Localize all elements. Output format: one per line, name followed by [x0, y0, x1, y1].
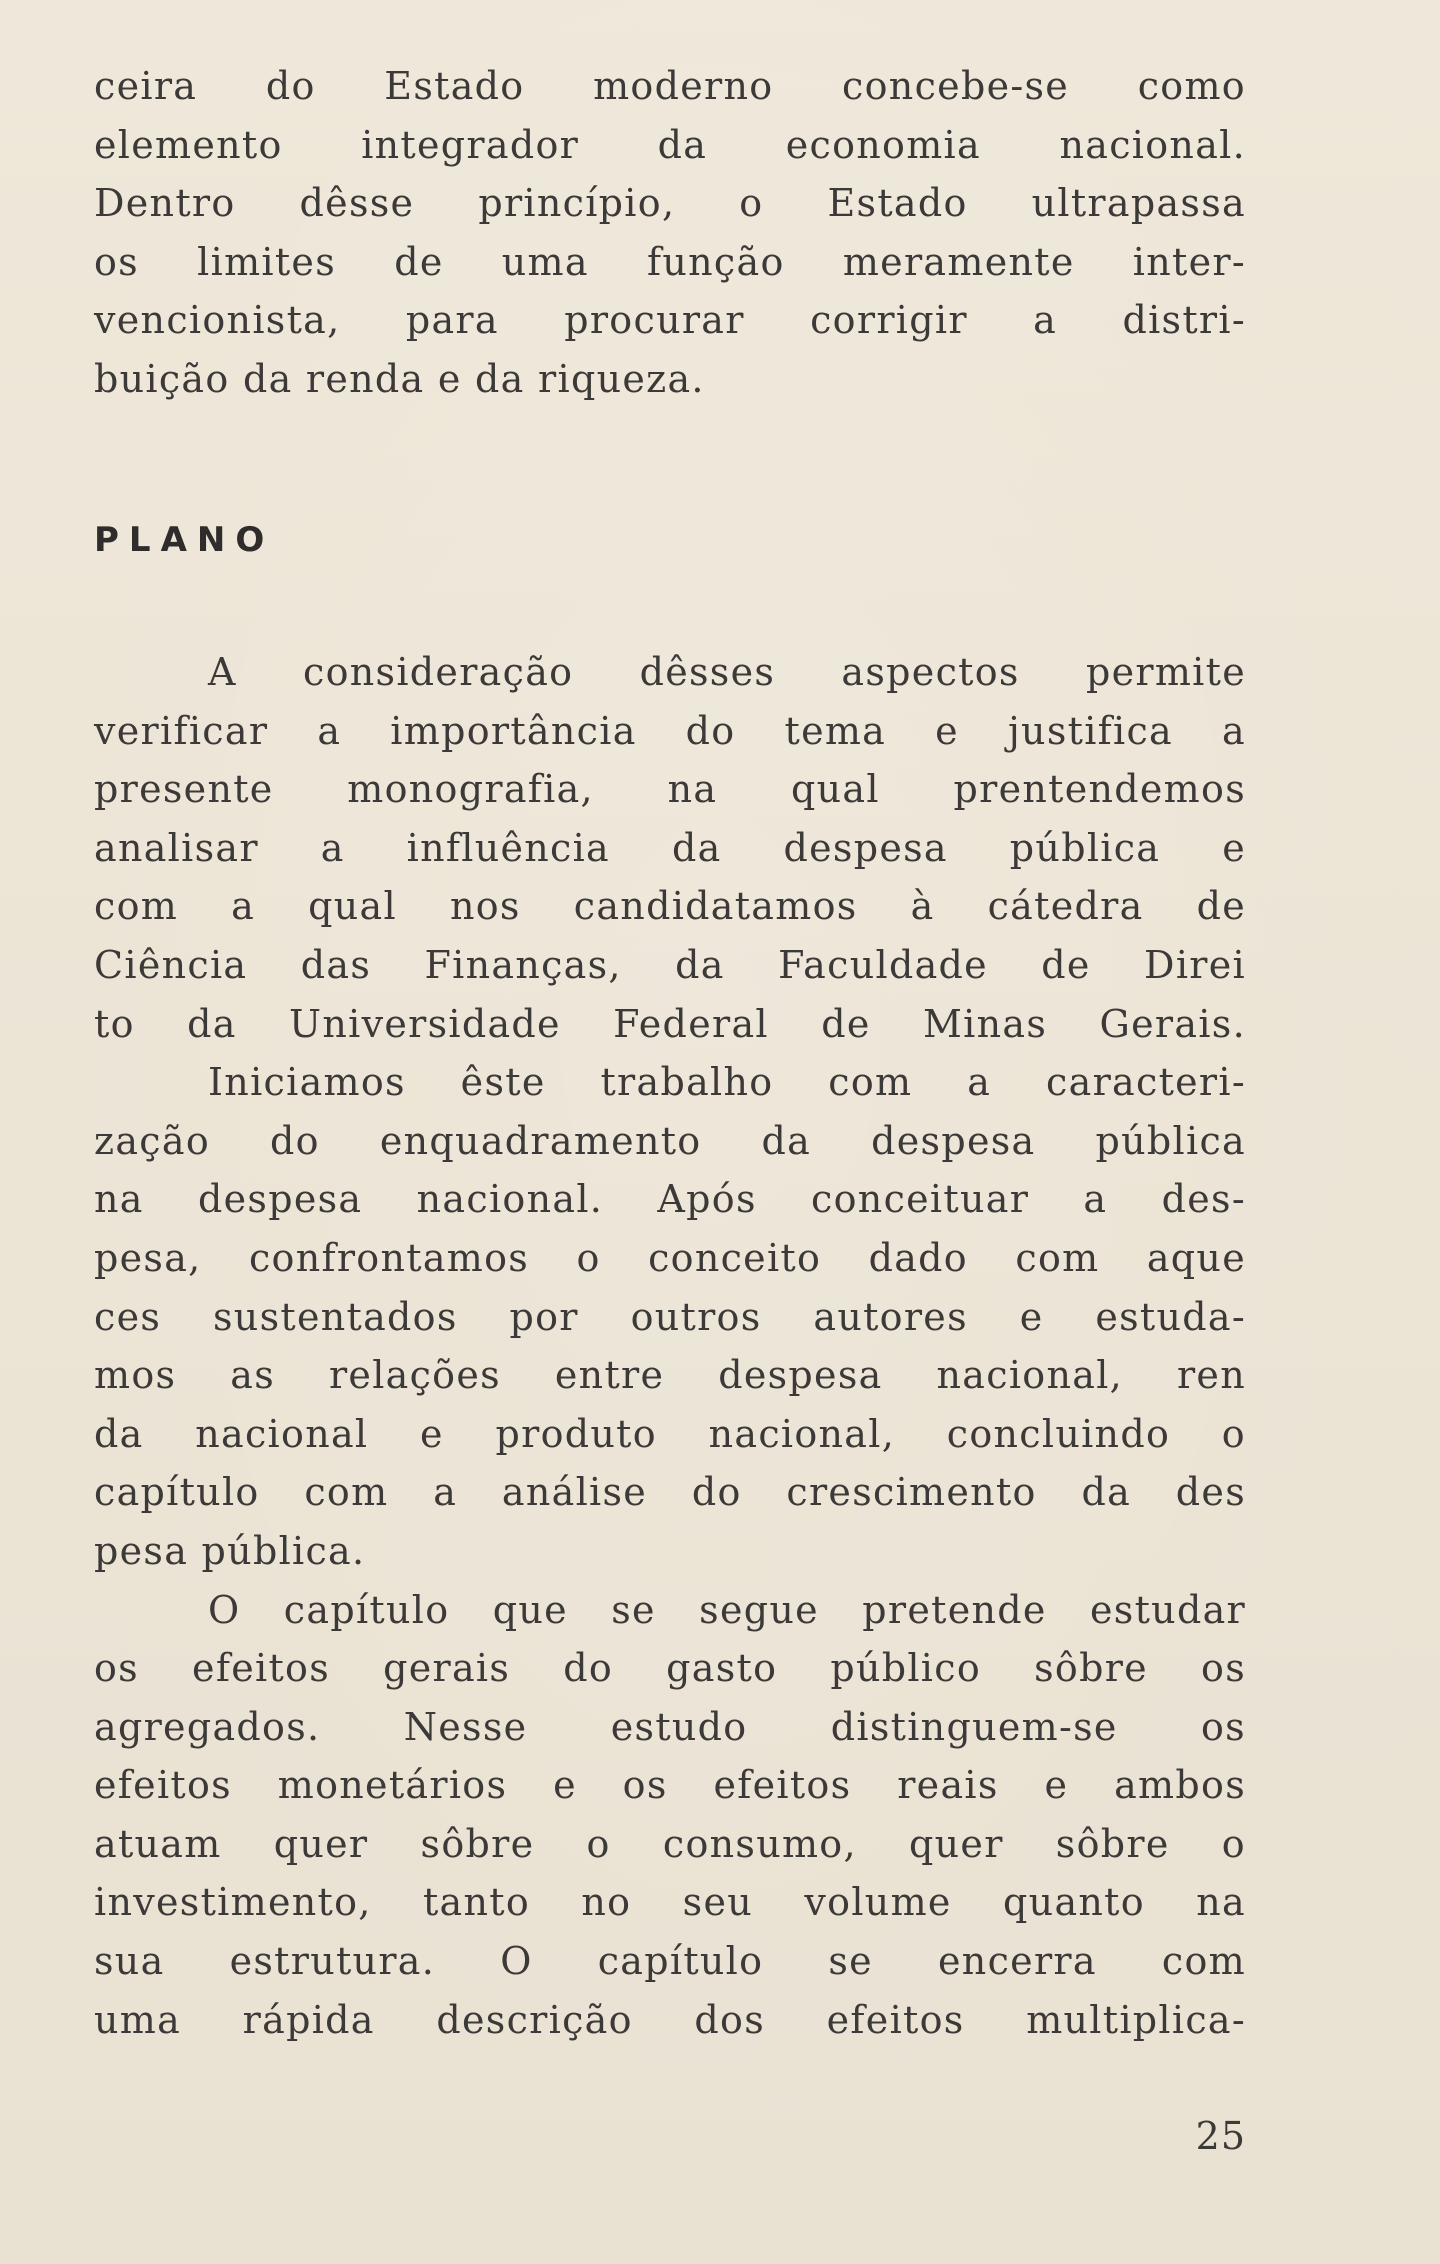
- text-line: atuam quer sôbre o consumo, quer sôbre o: [94, 1821, 1246, 1866]
- text-line: ces sustentados por outros autores e estuda-: [94, 1294, 1246, 1339]
- text-line: O capítulo que se segue pretende estudar: [208, 1587, 1246, 1632]
- text-line: na despesa nacional. Após conceituar a des-: [94, 1177, 1246, 1222]
- text-line: os efeitos gerais do gasto público sôbre os: [94, 1646, 1246, 1691]
- text-line: efeitos monetários e os efeitos reais e ambos: [94, 1763, 1246, 1808]
- body-text: [94, 643, 1246, 2049]
- text-line: to da Universidade Federal de Minas Gerais.: [94, 1001, 1246, 1046]
- text-line: A consideração dêsses aspectos permite: [208, 650, 1246, 694]
- text-line: Ciência das Finanças, da Faculdade de Direi: [94, 942, 1246, 987]
- text-line: vencionista, para procurar corrigir a distri-: [94, 298, 1246, 343]
- text-line: verificar a importância do tema e justifica a: [94, 708, 1246, 753]
- text-line: capítulo com a análise do crescimento da des: [94, 1470, 1246, 1515]
- text-line: com a qual nos candidatamos à cátedra de: [94, 884, 1246, 929]
- section-heading: PLANO: [94, 520, 275, 560]
- text-line: mos as relações entre despesa nacional, ren: [94, 1353, 1246, 1398]
- text-line: pesa pública.: [94, 1528, 366, 1573]
- text-line: uma rápida descrição dos efeitos multiplica-: [94, 1997, 1246, 2042]
- text-line: da nacional e produto nacional, concluindo o: [94, 1411, 1246, 1456]
- text-line: investimento, tanto no seu volume quanto na: [94, 1880, 1246, 1925]
- text-line: ceira do Estado moderno concebe-se como: [94, 64, 1246, 108]
- intro-paragraph: [94, 57, 1246, 409]
- text-line: os limites de uma função meramente inter-: [94, 239, 1246, 284]
- text-line: elemento integrador da economia nacional.: [94, 122, 1246, 167]
- text-line: sua estrutura. O capítulo se encerra com: [94, 1939, 1246, 1984]
- text-line: Dentro dêsse princípio, o Estado ultrapassa: [94, 181, 1246, 226]
- text-line: Iniciamos êste trabalho com a caracteri-: [208, 1060, 1246, 1105]
- text-line: zação do enquadramento da despesa pública: [94, 1118, 1246, 1163]
- text-line: agregados. Nesse estudo distinguem-se os: [94, 1704, 1246, 1749]
- page-number: 25: [1195, 2114, 1246, 2158]
- text-line: analisar a influência da despesa pública e: [94, 825, 1246, 870]
- text-line: buição da renda e da riqueza.: [94, 356, 705, 401]
- text-line: pesa, confrontamos o conceito dado com aque: [94, 1235, 1246, 1280]
- text-line: presente monografia, na qual prentendemos: [94, 767, 1246, 812]
